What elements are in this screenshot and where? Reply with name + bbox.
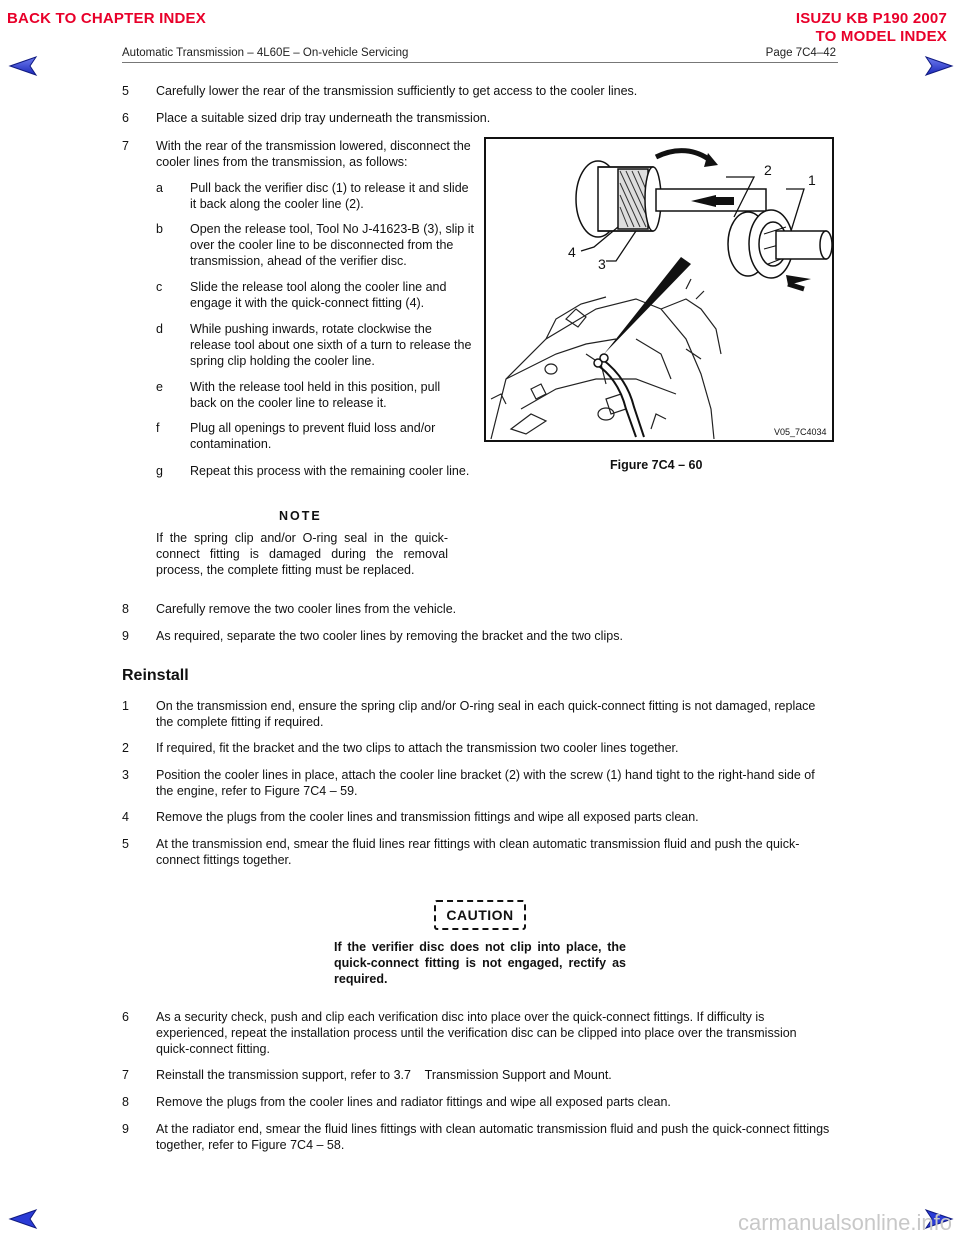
note-heading: NOTE [279, 509, 322, 523]
model-title-link[interactable]: ISUZU KB P190 2007 [795, 10, 947, 27]
callout-2: 2 [764, 162, 772, 178]
prev-page-arrow-icon[interactable] [8, 1208, 40, 1230]
prev-page-arrow-icon[interactable] [8, 55, 40, 77]
section-heading-reinstall: Reinstall [122, 667, 189, 684]
figure-cooler-line-release [484, 137, 834, 442]
list-item: 7 With the rear of the transmission lowered, disconnect the cooler lines from the transmission, as follows: [122, 139, 471, 169]
caution-badge: CAUTION [434, 900, 526, 930]
next-page-arrow-icon[interactable] [922, 55, 954, 77]
callout-3: 3 [598, 256, 606, 272]
running-header-title: Automatic Transmission – 4L60E – On-vehicle Servicing [122, 47, 409, 59]
caution-text: If the verifier disc does not clip into place, the quick-connect fitting is not engaged, rectify as required. [334, 940, 626, 986]
callout-4: 4 [568, 244, 576, 260]
page-number: Page 7C4–42 [765, 47, 836, 59]
callout-1: 1 [808, 172, 816, 188]
figure-caption: Figure 7C4 – 60 [610, 458, 703, 472]
figure-code: V05_7C4034 [774, 427, 827, 437]
back-to-chapter-index-link[interactable]: BACK TO CHAPTER INDEX [7, 10, 206, 27]
to-model-index-link[interactable]: TO MODEL INDEX [815, 28, 947, 45]
header-divider [122, 62, 838, 63]
note-text: If the spring clip and/or O-ring seal in the quick-connect fitting is damaged during the removal process, the complete fitting must be replaced. [156, 531, 448, 577]
watermark: carmanualsonline.info [737, 1210, 952, 1235]
